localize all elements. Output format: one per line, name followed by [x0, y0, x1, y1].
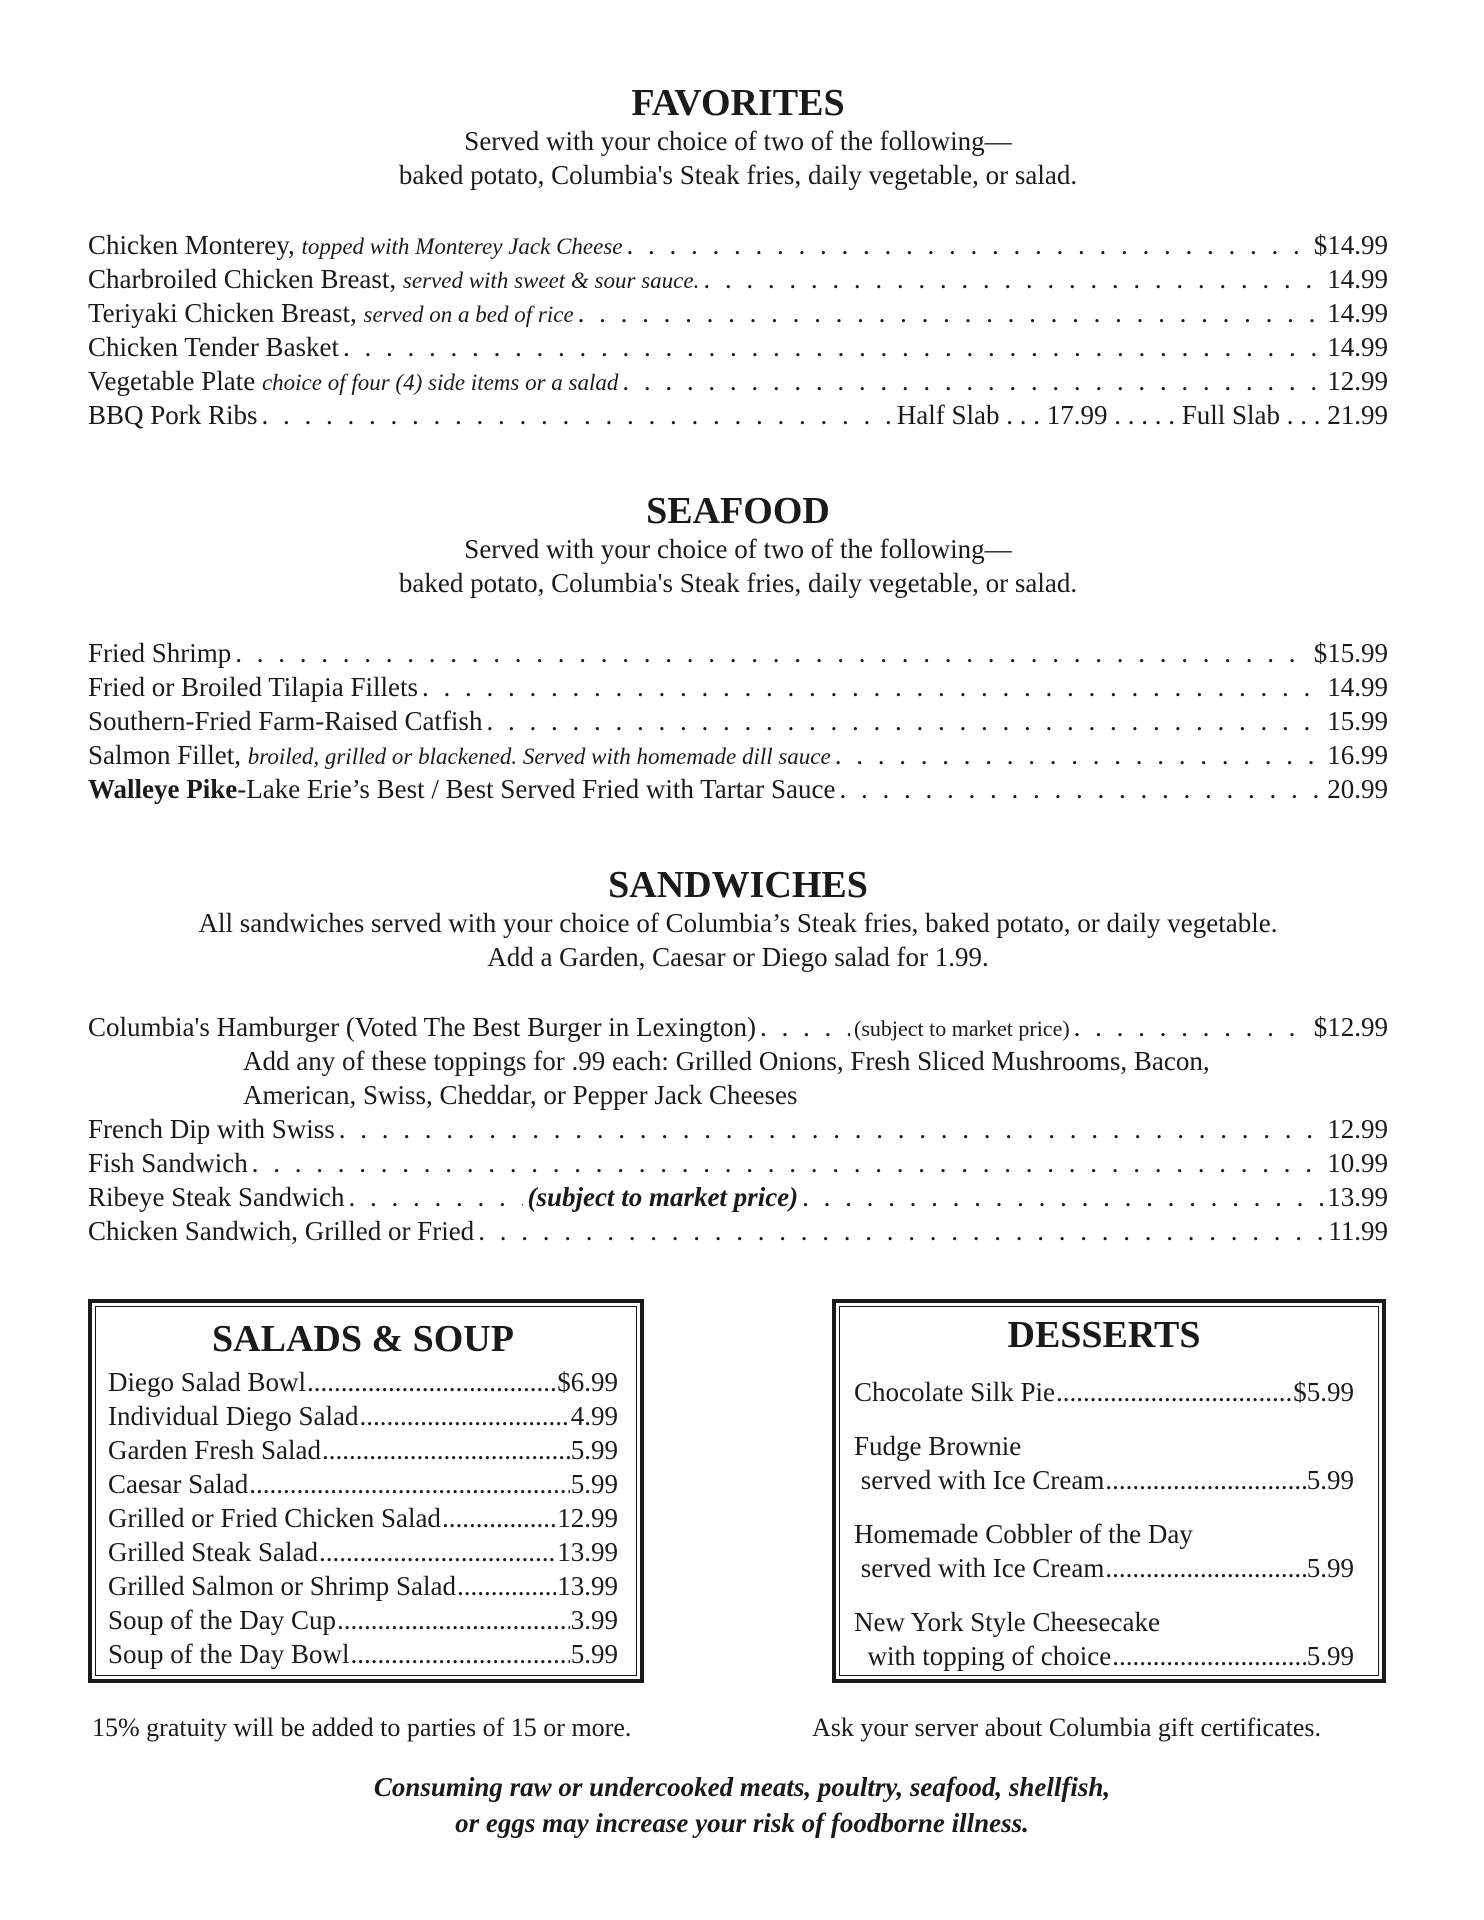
item-sub: served with Ice Cream [854, 1553, 1105, 1583]
dot-leader [703, 262, 1323, 296]
menu-item [108, 1603, 618, 1637]
item-name-rest: -Lake Erie’s Best / Best Served Fried with Tartar Sauce [237, 774, 836, 804]
item-price: 12.99 [1327, 1114, 1388, 1144]
dot-leader [1112, 1639, 1306, 1673]
dot-leader [307, 1365, 556, 1399]
item-desc: choice of four (4) side items or a salad [261, 370, 619, 395]
favorites-title: FAVORITES [631, 82, 845, 124]
item-name: Soup of the Day Bowl [108, 1639, 350, 1669]
menu-item-ribeye [88, 1180, 1388, 1214]
menu-item [88, 738, 1388, 772]
item-name: Caesar Salad [108, 1469, 249, 1499]
seafood-list [88, 636, 1388, 806]
item-price: 10.99 [1327, 1148, 1388, 1178]
item-name: Fudge Brownie [854, 1431, 1022, 1461]
dot-leader [760, 1010, 850, 1044]
item-name: Salmon Fillet, [88, 740, 242, 770]
item-name: Soup of the Day Cup [108, 1605, 336, 1635]
dessert-item [854, 1375, 1354, 1409]
menu-item [108, 1535, 618, 1569]
item-price: $14.99 [1313, 230, 1388, 260]
dot-leader [627, 228, 1310, 262]
item-price: 3.99 [570, 1605, 618, 1635]
menu-item [88, 330, 1388, 364]
sandwiches-list [88, 1010, 1388, 1248]
dot-leader [337, 1603, 570, 1637]
item-name-bold: Walleye Pike [88, 774, 238, 804]
item-price: $5.99 [1293, 1377, 1354, 1407]
dessert-item [854, 1517, 1354, 1585]
dot-leader [350, 1637, 569, 1671]
menu-item [88, 1214, 1388, 1248]
item-desc: served on a bed of rice [363, 302, 574, 327]
desserts-title: DESSERTS [1007, 1314, 1201, 1356]
salads-list [108, 1365, 618, 1671]
seafood-section [88, 490, 1388, 806]
item-name: Chicken Sandwich, Grilled or Fried [88, 1216, 475, 1246]
item-price: $15.99 [1313, 638, 1388, 668]
item-price: 13.99 [1327, 1182, 1388, 1212]
dot-leader [249, 1467, 570, 1501]
item-desc: topped with Monterey Jack Cheese [301, 234, 623, 259]
item-price: 5.99 [570, 1469, 618, 1499]
dessert-item [854, 1605, 1354, 1673]
dot-leader [578, 296, 1324, 330]
dot-leader [235, 636, 1309, 670]
dot-leader [1074, 1010, 1310, 1044]
item-price: $6.99 [557, 1367, 618, 1397]
item-name: Grilled or Fried Chicken Salad [108, 1503, 441, 1533]
dot-leader [442, 1501, 556, 1535]
item-name: Chicken Monterey, [88, 230, 295, 260]
dot-leader [252, 1146, 1323, 1180]
dot-leader [835, 738, 1324, 772]
dessert-row [854, 1375, 1354, 1409]
dot-leader [359, 1399, 569, 1433]
item-name: Teriyaki Chicken Breast, [88, 298, 357, 328]
food-warning-2: or eggs may increase your risk of foodborne illness. [455, 1808, 1029, 1838]
item-price: 20.99 [1327, 774, 1388, 804]
dot-leader [457, 1569, 556, 1603]
dot-leader [478, 1214, 1324, 1248]
menu-item-walleye [88, 772, 1388, 806]
item-price: 14.99 [1327, 672, 1388, 702]
item-price: 12.99 [1327, 366, 1388, 396]
item-note: (subject to market price) [527, 1182, 799, 1212]
dot-leader [422, 670, 1323, 704]
item-note: (subject to market price) [854, 1016, 1070, 1041]
favorites-subtitle-1: Served with your choice of two of the following— [464, 126, 1012, 156]
item-name: French Dip with Swiss [88, 1114, 335, 1144]
seafood-subtitle-2: baked potato, Columbia's Steak fries, daily vegetable, or salad. [398, 568, 1078, 598]
gift-certificate-note: Ask your server about Columbia gift certificates. [812, 1713, 1322, 1742]
item-price: 13.99 [557, 1537, 618, 1567]
menu-item [88, 296, 1388, 330]
dot-leader [622, 364, 1323, 398]
menu-item [108, 1569, 618, 1603]
item-name: Diego Salad Bowl [108, 1367, 306, 1397]
item-name: Fried Shrimp [88, 638, 232, 668]
item-price: 5.99 [1306, 1641, 1354, 1671]
item-price: 4.99 [570, 1401, 618, 1431]
item-name: Vegetable Plate [88, 366, 256, 396]
item-price: 16.99 [1327, 740, 1388, 770]
menu-item [88, 670, 1388, 704]
item-name [88, 772, 835, 806]
favorites-subtitle-2: baked potato, Columbia's Steak fries, daily vegetable, or salad. [398, 160, 1078, 190]
menu-item [108, 1501, 618, 1535]
favorites-section [88, 82, 1388, 432]
item-name: Chocolate Silk Pie [854, 1377, 1055, 1407]
item-price: Half Slab . . . 17.99 . . . . . Full Slab . . . 21.99 [896, 400, 1388, 430]
item-name: Fried or Broiled Tilapia Fillets [88, 672, 419, 702]
dot-leader [802, 1180, 1323, 1214]
seafood-title: SEAFOOD [646, 490, 830, 532]
dot-leader [348, 1180, 523, 1214]
item-price: 13.99 [557, 1571, 618, 1601]
seafood-subtitle-1: Served with your choice of two of the following— [464, 534, 1012, 564]
dessert-row [854, 1551, 1354, 1585]
gratuity-note: 15% gratuity will be added to parties of 15 or more. [92, 1713, 632, 1742]
menu-item [88, 228, 1388, 262]
toppings-line-1: Add any of these toppings for .99 each: Grilled Onions, Fresh Sliced Mushrooms, Bacon, [243, 1046, 1210, 1076]
dot-leader [1056, 1375, 1292, 1409]
sandwiches-subtitle-1: All sandwiches served with your choice of Columbia’s Steak fries, baked potato, or daily vegetable. [198, 908, 1278, 938]
menu-item [88, 364, 1388, 398]
dot-leader [262, 398, 893, 432]
item-name: Ribeye Steak Sandwich [88, 1182, 345, 1212]
desserts-box [832, 1299, 1386, 1683]
menu-item-burger [88, 1010, 1388, 1044]
sandwiches-title: SANDWICHES [608, 864, 868, 906]
dessert-item [854, 1429, 1354, 1497]
dot-leader [1105, 1463, 1305, 1497]
salads-title: SALADS & SOUP [212, 1318, 514, 1360]
item-price: 5.99 [1306, 1553, 1354, 1583]
menu-item [108, 1399, 618, 1433]
menu-item [108, 1467, 618, 1501]
item-name: BBQ Pork Ribs [88, 400, 258, 430]
menu-item [108, 1433, 618, 1467]
menu-item [88, 262, 1388, 296]
toppings-line-2: American, Swiss, Cheddar, or Pepper Jack Cheeses [243, 1080, 798, 1110]
item-name: Grilled Salmon or Shrimp Salad [108, 1571, 456, 1601]
item-name: Garden Fresh Salad [108, 1435, 321, 1465]
item-name: Homemade Cobbler of the Day [854, 1519, 1193, 1549]
favorites-list [88, 228, 1388, 432]
dot-leader [839, 772, 1323, 806]
menu-item [88, 1146, 1388, 1180]
dot-leader [486, 704, 1323, 738]
dot-leader [339, 1112, 1323, 1146]
item-name: Individual Diego Salad [108, 1401, 359, 1431]
item-price: 15.99 [1327, 706, 1388, 736]
item-price: 5.99 [570, 1435, 618, 1465]
menu-item [88, 704, 1388, 738]
item-sub: with topping of choice [854, 1641, 1112, 1671]
item-price: 14.99 [1327, 332, 1388, 362]
item-name: New York Style Cheesecake [854, 1607, 1160, 1637]
food-warning-1: Consuming raw or undercooked meats, poultry, seafood, shellfish, [373, 1772, 1111, 1802]
dot-leader [343, 330, 1323, 364]
dot-leader [1105, 1551, 1305, 1585]
item-price: 14.99 [1327, 298, 1388, 328]
dot-leader [322, 1433, 570, 1467]
sandwiches-subtitle-2: Add a Garden, Caesar or Diego salad for 1.99. [487, 942, 989, 972]
item-price: 14.99 [1327, 264, 1388, 294]
item-name: Chicken Tender Basket [88, 332, 340, 362]
item-desc: broiled, grilled or blackened. Served with homemade dill sauce [247, 744, 831, 769]
menu-item [108, 1637, 618, 1671]
item-sub: served with Ice Cream [854, 1465, 1105, 1495]
dot-leader [319, 1535, 556, 1569]
item-name: Fish Sandwich [88, 1148, 248, 1178]
menu-item [88, 1112, 1388, 1146]
item-price: $12.99 [1313, 1012, 1388, 1042]
item-desc: served with sweet & sour sauce. [402, 268, 700, 293]
sandwiches-section [88, 864, 1388, 1248]
item-price: 5.99 [1306, 1465, 1354, 1495]
menu-item-ribs [88, 398, 1388, 432]
item-name: Columbia's Hamburger (Voted The Best Burger in Lexington) [88, 1012, 757, 1042]
menu-item [108, 1365, 618, 1399]
item-name: Southern-Fried Farm-Raised Catfish [88, 706, 483, 736]
salads-box [88, 1299, 644, 1683]
item-price: 5.99 [570, 1639, 618, 1669]
item-price: 12.99 [557, 1503, 618, 1533]
dessert-row [854, 1639, 1354, 1673]
dessert-row [854, 1463, 1354, 1497]
menu-item [88, 636, 1388, 670]
item-name: Grilled Steak Salad [108, 1537, 318, 1567]
item-name: Charbroiled Chicken Breast, [88, 264, 397, 294]
item-price: 11.99 [1328, 1216, 1388, 1246]
